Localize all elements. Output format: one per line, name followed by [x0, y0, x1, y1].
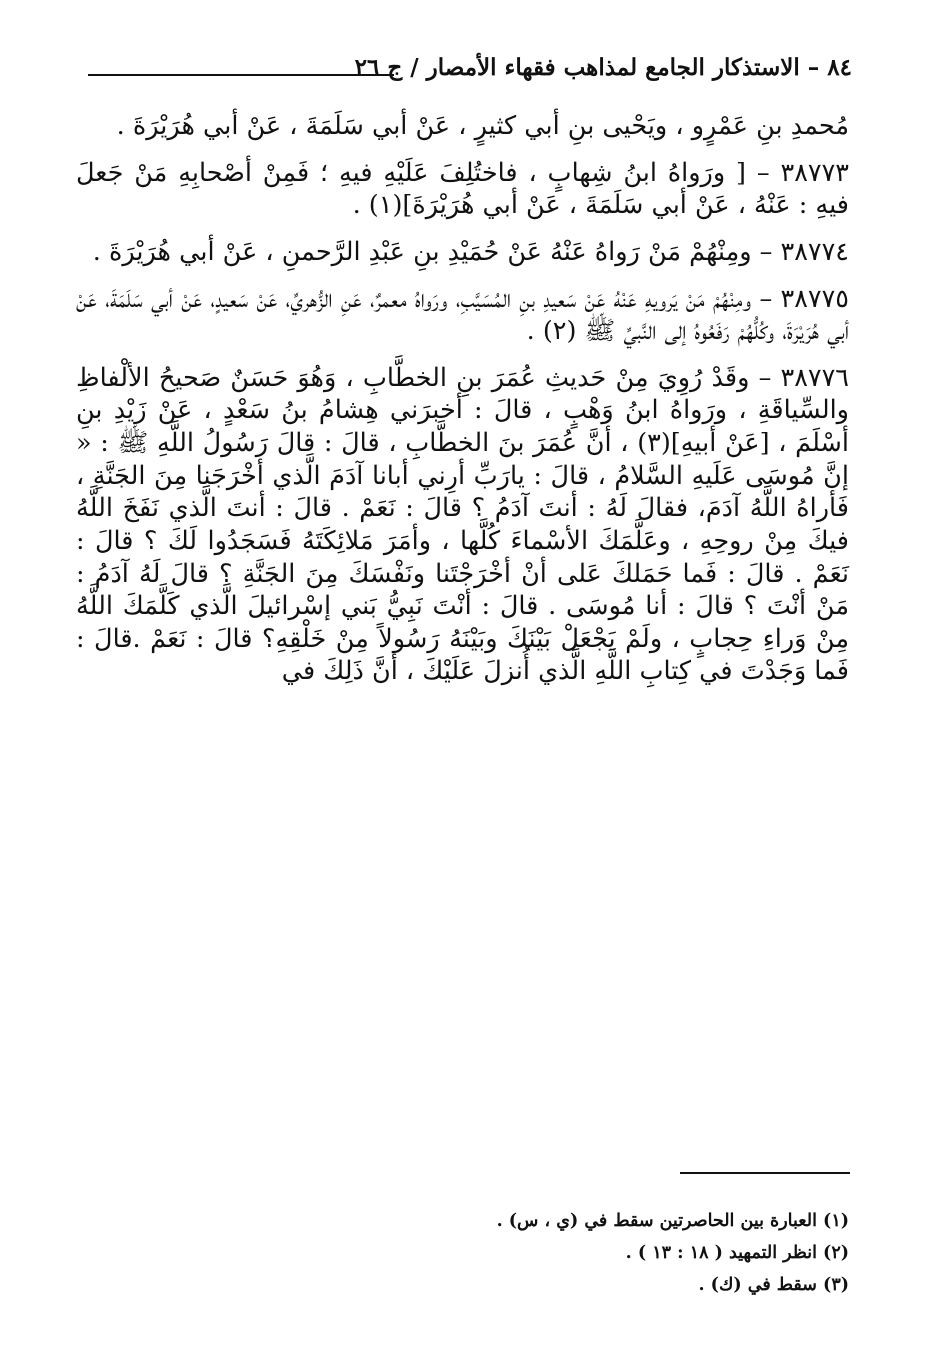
footnote-3: (٣) سقط في (ك) .: [698, 1274, 849, 1295]
main-text: [76, 110, 849, 702]
header-title: ٨٤ – الاستذكار الجامع لمذاهب فقهاء الأمصار / ج ٢٦: [354, 54, 852, 81]
running-header: [80, 50, 852, 94]
paragraph-38775: ٣٨٧٧٥ – ومِنْهُمْ مَنْ يَرويهِ عَنْهُ عَنْ سَعيدِ بنِ المُسَيَّبِ، ورَواهُ معمرٌ، عَنِ الزُّهريِّ، عَنْ سَعيدٍ، عَنْ أبي سَلَمَةَ، عَنْ أبي هُرَيْرَةَ، وكُلُّهُمْ رَفَعُوهُ إلى النَّبيِّ ﷺ (٢) .: [76, 283, 849, 347]
footnote-1: (١) العبارة بين الحاصرتين سقط في (ي ، س) .: [496, 1211, 849, 1231]
header-rule: [88, 74, 394, 76]
paragraph-38774: ٣٨٧٧٤ – ومِنْهُمْ مَنْ رَواهُ عَنْهُ عَنْ حُمَيْدِ بنِ عَبْدِ الرَّحمنِ ، عَنْ أبي هُرَيْرَةَ .: [92, 236, 849, 267]
footnotes: [300, 1206, 849, 1302]
footnote-2: (٢) انظر التمهيد ( ١٨ : ١٣ ) .: [625, 1242, 849, 1263]
paragraph: مُحمدِ بنِ عَمْرٍو ، ويَحْيى بنِ أبي كثيرٍ ، عَنْ أبي سَلَمَةَ ، عَنْ أبي هُرَيْرَةَ .: [116, 111, 849, 141]
paragraph-38773: ٣٨٧٧٣ – [ ورَواهُ ابنُ شِهابٍ ، فاختُلِفَ عَلَيْهِ فيهِ ؛ فَمِنْ أصْحابِهِ مَنْ جَعلَ فيهِ : عَنْهُ ، عَنْ أبي سَلَمَةَ ، عَنْ أبي هُرَيْرَةَ](١) .: [76, 157, 849, 221]
paragraph-38776: ٣٨٧٧٦ – وقَدْ رُوِيَ مِنْ حَديثِ عُمَرَ بنِ الخطَّابِ ، وَهُوَ حَسَنٌ صَحيحُ الألْفاظِ والسِّياقَةِ ، ورَواهُ ابنُ وَهْبٍ ، قالَ : أخبرَني هِشامُ بنُ سَعْدٍ ، عَنْ زَيْدِ بنِ أسْلَمَ ، [عَنْ أبيهِ](٣) ، أنَّ عُمَرَ بنَ الخطَّابِ ، قالَ : قالَ رَسُولُ اللَّهِ ﷺ : « إنَّ مُوسَى عَلَيهِ السَّلامُ ، قالَ : يارَبِّ أرِني أبانا آدَمَ الَّذي أخْرَجَنا مِنَ الجَنَّةِ ، فَأراهُ اللَّهُ آدَمَ، فقالَ لَهُ : أنتَ آدَمُ ؟ قالَ : نَعَمْ . قالَ : أنتَ الَّذي نَفَخَ اللَّهُ فيكَ مِنْ روحِهِ ، وعَلَّمَكَ الأسْماءَ كُلَّها ، وأمَرَ مَلائِكَتَهُ فَسَجَدُوا لَكَ ؟ قالَ : نَعَمْ . قالَ : فَما حَمَلكَ عَلى أنْ أخْرَجْتَنا ونَفْسَكَ مِنَ الجَنَّةِ ؟ قالَ لَهُ آدَمُ : مَنْ أنْتَ ؟ قالَ : أنا مُوسَى . قالَ : أنْتَ نَبِيُّ بَني إسْرائيلَ الَّذي كَلَّمَكَ اللَّهُ مِنْ وَراءِ حِجابٍ ، ولَمْ يَجْعَلْ بَيْنَكَ وبَيْنَهُ رَسُولاً مِنْ خَلْقِهِ؟ قالَ : نَعَمْ .قالَ : فَما وَجَدْتَ في كِتابِ اللَّهِ الَّذي أُنزلَ عَلَيْكَ ، أنَّ ذَلِكَ في: [76, 362, 850, 687]
footnote-separator: [680, 1172, 850, 1174]
